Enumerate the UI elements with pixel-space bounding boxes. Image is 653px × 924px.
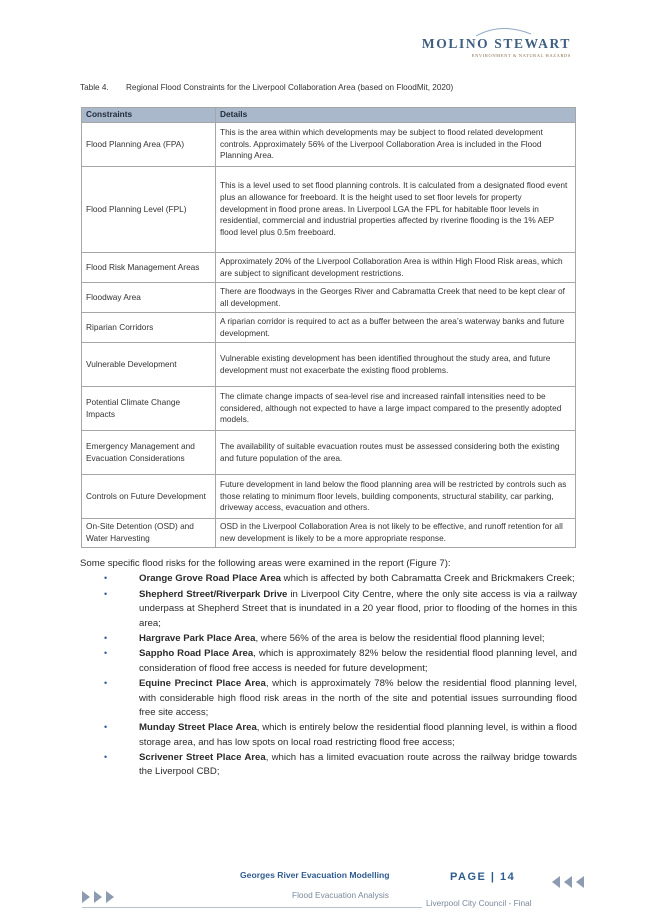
table-number: Table 4. xyxy=(80,83,109,92)
back-arrows-icon xyxy=(552,876,588,888)
header-details: Details xyxy=(216,108,576,123)
footer-client: Liverpool City Council - Final xyxy=(426,898,532,908)
constraint-cell: On-Site Detention (OSD) and Water Harvesting xyxy=(82,519,216,548)
table-row xyxy=(82,343,576,387)
risk-area-text: , where 56% of the area is below the residential flood planning level; xyxy=(255,632,545,644)
bullet-icon: • xyxy=(104,752,108,763)
risk-area-name: Munday Street Place Area xyxy=(139,722,257,734)
list-item xyxy=(80,632,577,646)
logo-name: MOLINO STEWART xyxy=(421,36,571,51)
details-cell: The climate change impacts of sea-level rise and increased rainfall intensities need to be considered, although not expected to have a large impact compared to the presently adopted models. xyxy=(216,387,576,431)
risk-area-name: Orange Grove Road Place Area xyxy=(139,573,282,585)
table-row xyxy=(82,283,576,313)
table-row xyxy=(82,123,576,167)
table-row xyxy=(82,431,576,475)
footer-title: Georges River Evacuation Modelling xyxy=(240,870,390,880)
forward-arrows-icon xyxy=(82,891,118,903)
page-number: PAGE | 14 xyxy=(450,871,516,883)
list-item xyxy=(80,572,577,586)
risk-area-text: , which is approximately 82% below the residential flood planning level, and consideration of flood free access is needed for future development; xyxy=(139,648,577,674)
details-cell: Vulnerable existing development has been identified throughout the study area, and future development must not exacerbate the existing flood problems. xyxy=(216,343,576,387)
header-constraints: Constraints xyxy=(82,108,216,123)
risk-area-text: which is affected by both Cabramatta Creek and Brickmakers Creek; xyxy=(281,573,575,585)
body-text xyxy=(80,557,577,781)
list-item xyxy=(80,647,577,676)
details-cell: This is the area within which developments may be subject to flood related development controls. Approximately 56% of the Liverpool Collaboration Area is included in the Flood Planning Area. xyxy=(216,123,576,167)
page-footer xyxy=(0,860,653,924)
details-cell: A riparian corridor is required to act as a buffer between the area’s waterway banks and future development. xyxy=(216,313,576,343)
bullet-icon: • xyxy=(104,678,108,689)
risk-list xyxy=(80,572,577,779)
bullet-icon: • xyxy=(104,722,108,733)
risk-area-name: Shepherd Street/Riverpark Drive xyxy=(139,588,288,600)
list-item xyxy=(80,721,577,750)
footer-divider xyxy=(82,907,422,908)
logo-tagline: ENVIRONMENT & NATURAL HAZARDS xyxy=(471,53,571,58)
details-cell: There are floodways in the Georges River and Cabramatta Creek that need to be kept clear of all development. xyxy=(216,283,576,313)
constraint-cell: Flood Risk Management Areas xyxy=(82,253,216,283)
table-header-row xyxy=(82,108,576,123)
bullet-icon: • xyxy=(104,632,108,643)
table-row xyxy=(82,167,576,253)
constraint-cell: Controls on Future Development xyxy=(82,475,216,519)
details-cell: This is a level used to set flood planning controls. It is calculated from a designated flood event plus an allowance for freeboard. It is the height used to set floor levels for property development in flood prone areas. In Liverpool LGA the FPL for habitable floor levels in residential, commercial and industrial properties affected by riverine flooding is the 1% AEP flood level plus 0.5m freeboard. xyxy=(216,167,576,253)
constraint-cell: Potential Climate Change Impacts xyxy=(82,387,216,431)
details-cell: Approximately 20% of the Liverpool Collaboration Area is within High Flood Risk areas, which are subject to significant development restrictions. xyxy=(216,253,576,283)
risk-area-name: Hargrave Park Place Area xyxy=(139,632,256,644)
bullet-icon: • xyxy=(104,588,108,599)
table-row xyxy=(82,387,576,431)
constraint-cell: Riparian Corridors xyxy=(82,313,216,343)
constraint-cell: Flood Planning Level (FPL) xyxy=(82,167,216,253)
constraint-cell: Vulnerable Development xyxy=(82,343,216,387)
bullet-icon: • xyxy=(104,573,108,584)
risk-area-name: Scrivener Street Place Area xyxy=(139,752,266,764)
details-cell: Future development in land below the flood planning area will be restricted by controls such as those relating to minimum floor levels, building components, structural stability, car parking, driveway access, evacuation and others. xyxy=(216,475,576,519)
details-cell: OSD in the Liverpool Collaboration Area is not likely to be effective, and runoff retention for all new development is likely to be a more appropriate response. xyxy=(216,519,576,548)
table-caption xyxy=(80,83,453,92)
details-cell: The availability of suitable evacuation routes must be assessed considering both the existing and future population of the area. xyxy=(216,431,576,475)
risk-area-text: , which has a limited evacuation route across the railway bridge towards the Liverpool CBD; xyxy=(139,752,577,778)
risk-area-name: Sappho Road Place Area xyxy=(139,648,254,660)
footer-subtitle: Flood Evacuation Analysis xyxy=(292,890,389,900)
table-row xyxy=(82,519,576,548)
table-row xyxy=(82,253,576,283)
constraint-cell: Emergency Management and Evacuation Considerations xyxy=(82,431,216,475)
list-item xyxy=(80,751,577,780)
risk-area-text: , which is entirely below the residential flood planning level, is within a flood storage area, and has low spots on local road restricting flood free access; xyxy=(139,722,578,748)
company-logo xyxy=(411,26,571,58)
table-row xyxy=(82,313,576,343)
table-title: Regional Flood Constraints for the Liverpool Collaboration Area (based on FloodMit, 2020) xyxy=(126,83,454,92)
risk-area-text: , which is approximately 78% below the residential flood planning level, with considerable high flood risk areas in the north of the site and potential issues surrounding flood free site access; xyxy=(139,678,577,718)
intro-paragraph: Some specific flood risks for the following areas were examined in the report (Figure 7): xyxy=(80,558,451,569)
table-row xyxy=(82,475,576,519)
risk-area-name: Equine Precinct Place Area xyxy=(139,678,266,690)
constraint-cell: Floodway Area xyxy=(82,283,216,313)
bullet-icon: • xyxy=(104,648,108,659)
constraints-table xyxy=(81,107,576,548)
risk-area-text: in Liverpool City Centre, where the only site access is via a railway underpass at Shepherd Street that is inundated in a 20 year flood, prior to flooding of the homes in this area; xyxy=(139,588,577,629)
logo-arc-icon xyxy=(421,24,571,38)
list-item xyxy=(80,588,577,631)
list-item xyxy=(80,677,577,720)
constraint-cell: Flood Planning Area (FPA) xyxy=(82,123,216,167)
